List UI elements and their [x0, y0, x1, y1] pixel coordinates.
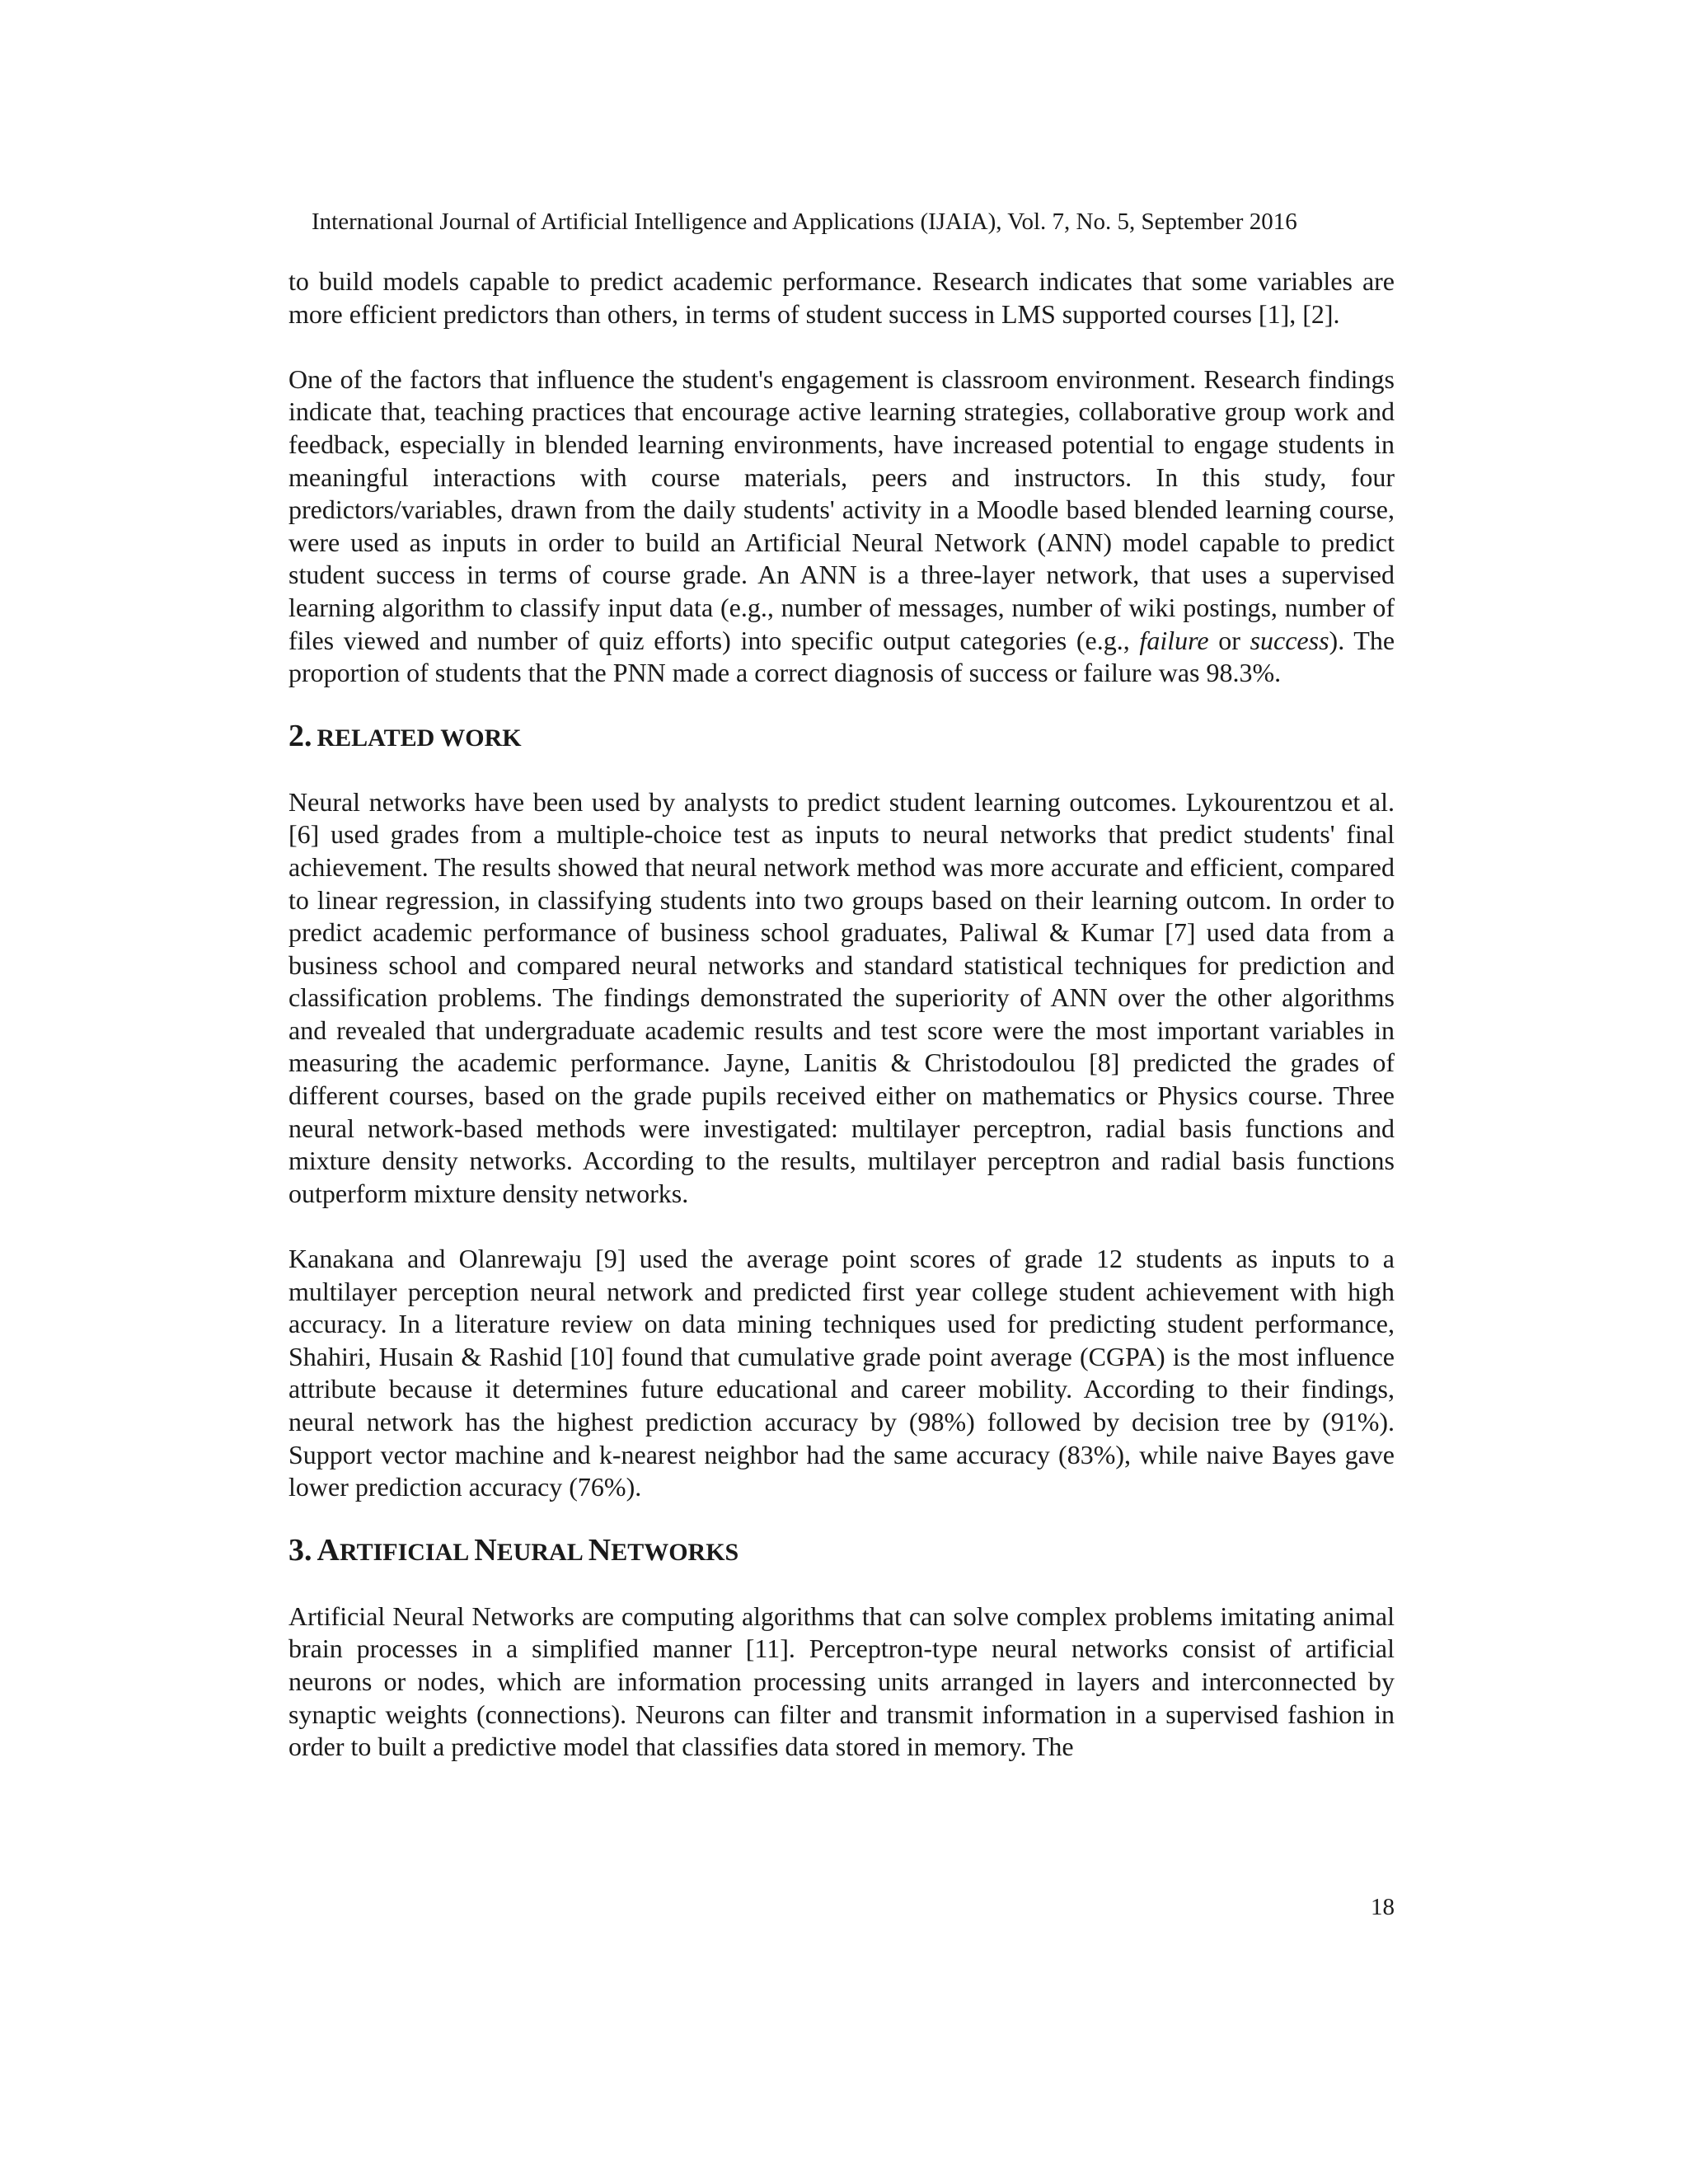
- section-heading-related-work: [288, 716, 1395, 760]
- section-number: 2.: [288, 718, 312, 753]
- smallcaps-initial: A: [316, 1532, 340, 1568]
- section-heading-artificial-neural-networks: [288, 1530, 1395, 1574]
- running-header: International Journal of Artificial Intelligence and Applications (IJAIA), Vol. 7, No. 5, September 2016: [312, 209, 1297, 235]
- paper-page: [288, 0, 1395, 2184]
- italic-success: success: [1250, 625, 1329, 655]
- italic-failure: failure: [1139, 625, 1209, 655]
- paragraph-gap: [288, 1210, 1395, 1243]
- smallcaps-initial: N: [588, 1532, 612, 1568]
- smallcaps-rest: RTIFICIAL: [339, 1538, 470, 1566]
- paragraph-related-work-2: Kanakana and Olanrewaju [9] used the average point scores of grade 12 students as inputs to a multilayer perception neural network and predicted first year college student achievement with high accuracy. In a literature review on data mining techniques used for predicting student performance, Shahiri, Husain & Rashid [10] found that cumulative grade point average (CGPA) is the most influence attribute because it determines future educational and career mobility. According to their findings, neural network has the highest prediction accuracy by (98%) followed by decision tree by (91%). Support vector machine and k-nearest neighbor had the same accuracy (83%), while naive Bayes gave lower prediction accuracy (76%).: [288, 1244, 1395, 1502]
- heading-gap: [288, 1504, 1395, 1530]
- smallcaps-rest: ETWORKS: [611, 1538, 739, 1566]
- paragraph-ann-intro: Artificial Neural Networks are computing algorithms that can solve complex problems imitating animal brain processes in a simplified manner [11]. Perceptron-type neural networks consist of artificial neurons or nodes, which are information processing units arranged in layers and interconnected by synaptic weights (connections). Neurons can filter and transmit information in a supervised fashion in order to built a predictive model that classifies data stored in memory. The: [288, 1601, 1395, 1762]
- section-title: RELATED WORK: [316, 724, 522, 752]
- paragraph-text: One of the factors that influence the student's engagement is classroom environment. Research findings indicate that, teaching practices that encourage active learning strategies, collaborative group work and feedback, especially in blended learning environments, have increased potential to engage students in meaningful interactions with course materials, peers and instructors. In this study, four predictors/variables, drawn from the daily students' activity in a Moodle based blended learning course, were used as inputs in order to build an Artificial Neural Network (ANN) model capable to predict student success in terms of course grade. An ANN is a three-layer network, that uses a supervised learning algorithm to classify input data (e.g., number of messages, number of wiki postings, number of files viewed and number of quiz efforts) into specific output categories (e.g.,: [288, 363, 1395, 655]
- paragraph-text: ). The proportion of students that the PNN made a correct diagnosis of success or failure was 98.3%.: [288, 625, 1395, 688]
- paragraph-gap: [288, 330, 1395, 363]
- heading-gap: [288, 760, 1395, 786]
- body-text: [288, 265, 1395, 1764]
- heading-gap: [288, 690, 1395, 716]
- page-number: 18: [1371, 1894, 1395, 1920]
- heading-gap: [288, 1574, 1395, 1601]
- section-number: 3.: [288, 1532, 312, 1568]
- paragraph-text: or: [1208, 625, 1250, 655]
- paragraph-classroom-environment: [288, 363, 1395, 690]
- paragraph-related-work-1: Neural networks have been used by analysts to predict student learning outcomes. Lykourentzou et al. [6] used grades from a multiple-choice test as inputs to neural networks that predict students' final achievement. The results showed that neural network method was more accurate and efficient, compared to linear regression, in classifying students into two groups based on their learning outcom. In order to predict academic performance of business school graduates, Paliwal & Kumar [7] used data from a business school and compared neural networks and standard statistical techniques for prediction and classification problems. The findings demonstrated the superiority of ANN over the other algorithms and revealed that undergraduate academic results and test score were the most important variables in measuring the academic performance. Jayne, Lanitis & Christodoulou [8] predicted the grades of different courses, based on the grade pupils received either on mathematics or Physics course. Three neural network-based methods were investigated: multilayer perceptron, radial basis functions and mixture density networks. According to the results, multilayer perceptron and radial basis functions outperform mixture density networks.: [288, 786, 1395, 1208]
- smallcaps-initial: N: [474, 1532, 497, 1568]
- smallcaps-rest: EURAL: [496, 1538, 584, 1566]
- paragraph-intro-continuation: to build models capable to predict academic performance. Research indicates that some variables are more efficient predictors than others, in terms of student success in LMS supported courses [1], [2].: [288, 266, 1395, 329]
